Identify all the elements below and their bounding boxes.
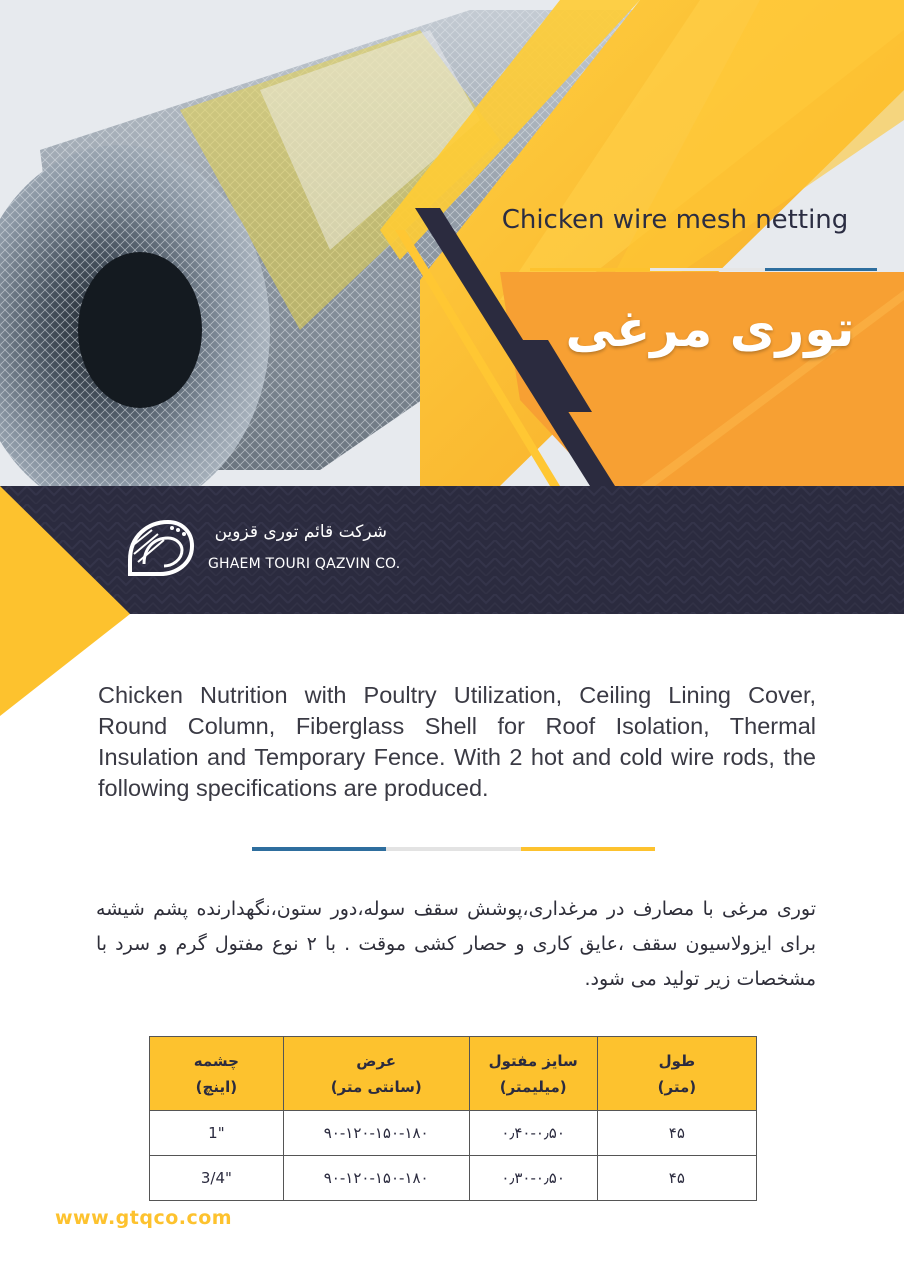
table-header-row [150, 1037, 757, 1111]
header-label: طول [658, 1051, 696, 1070]
section-divider [252, 847, 655, 851]
header-wire-size [469, 1037, 597, 1111]
description-english: Chicken Nutrition with Poultry Utilization, Ceiling Lining Cover, Round Column, Fiberglass Shell for Roof Isolation, Thermal Insulation and Temporary Fence. With 2 hot and cold wire rods, the following specifications are produced. [98, 682, 816, 801]
website-link[interactable]: www.gtqco.com [55, 1207, 233, 1229]
header-unit: (متر) [657, 1077, 697, 1096]
cell-mesh: 1" [150, 1111, 284, 1156]
header-unit: (سانتی متر) [330, 1077, 422, 1096]
table-row [150, 1156, 757, 1201]
table-row [150, 1111, 757, 1156]
hero-banner [0, 0, 904, 486]
specs-table [149, 1036, 757, 1201]
header-mesh [150, 1037, 284, 1111]
header-width [283, 1037, 469, 1111]
cell-length: ۴۵ [597, 1156, 756, 1201]
cell-width: ۹۰-۱۲۰-۱۵۰-۱۸۰ [283, 1111, 469, 1156]
cell-mesh: 3/4" [150, 1156, 284, 1201]
header-label: چشمه [193, 1051, 239, 1070]
description-persian: توری مرغی با مصارف در مرغداری،پوشش سقف سوله،دور ستون،نگهدارنده پشم شیشه برای ایزولاسیون سقف ،عایق کاری و حصار کشی موقت . با ۲ نوع مفتول گرم و سرد با مشخصات زیر تولید می شود. [96, 898, 816, 990]
header-length [597, 1037, 756, 1111]
hero-graphic [0, 0, 904, 486]
header-unit: (اینچ) [195, 1077, 238, 1096]
cell-length: ۴۵ [597, 1111, 756, 1156]
company-name-english: GHAEM TOURI QAZVIN CO. [208, 556, 401, 572]
title-english: Chicken wire mesh netting [501, 205, 849, 235]
header-label: عرض [356, 1051, 397, 1070]
company-logo-icon [124, 516, 196, 580]
header-unit: (میلیمتر) [499, 1077, 567, 1096]
cell-width: ۹۰-۱۲۰-۱۵۰-۱۸۰ [283, 1156, 469, 1201]
company-name-persian: شرکت قائم توری قزوین [214, 522, 387, 542]
title-persian: توری مرغی [565, 300, 855, 358]
header-label: سایز مفتول [488, 1051, 578, 1070]
cell-wire-size: ۰٫۳۰-۰٫۵۰ [469, 1156, 597, 1201]
cell-wire-size: ۰٫۴۰-۰٫۵۰ [469, 1111, 597, 1156]
